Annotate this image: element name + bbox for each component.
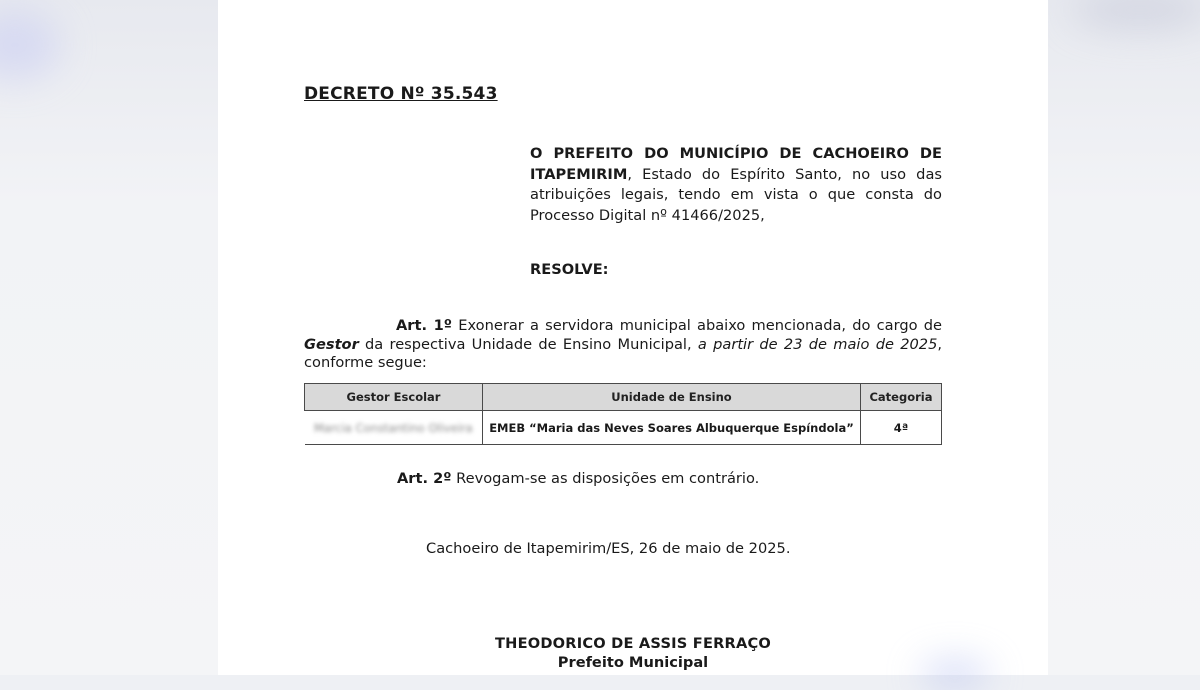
signature-name: THEODORICO DE ASSIS FERRAÇO: [218, 635, 1048, 652]
gestor-table: [304, 383, 942, 445]
header-gestor-escolar: Gestor Escolar: [305, 384, 483, 411]
article-1-role: Gestor: [304, 336, 359, 353]
article-2: [397, 470, 759, 487]
article-1-text-a: Exonerar a servidora municipal abaixo mencionada, do cargo de: [452, 317, 942, 334]
table-header-row: [305, 384, 942, 411]
header-categoria: Categoria: [861, 384, 942, 411]
header-unidade-de-ensino: Unidade de Ensino: [483, 384, 861, 411]
article-2-text: Revogam-se as disposições em contrário.: [451, 470, 759, 487]
article-1-date-clause: a partir de 23 de maio de 2025: [698, 336, 937, 353]
article-2-label: Art. 2º: [397, 470, 451, 487]
background-right: [1044, 0, 1200, 675]
article-1-text-c: , conforme segue:: [304, 336, 942, 372]
article-1: [304, 317, 942, 373]
city-date: Cachoeiro de Itapemirim/ES, 26 de maio de 2025.: [426, 540, 790, 557]
redacted-name: Marcia Constantino Oliveira: [314, 421, 473, 435]
background-left: [0, 0, 220, 675]
cell-gestor: [305, 411, 483, 445]
resolve-heading: RESOLVE:: [530, 261, 609, 278]
cell-categoria: 4ª: [861, 411, 942, 445]
preamble-authority: O PREFEITO DO MUNICÍPIO DE CACHOEIRO DE ITAPEMIRIM: [530, 145, 942, 183]
decree-title: DECRETO Nº 35.543: [304, 84, 498, 104]
background-blur-bottom: [920, 660, 990, 690]
cell-unidade: EMEB “Maria das Neves Soares Albuquerque Espíndola”: [483, 411, 861, 445]
signature-role: Prefeito Municipal: [218, 654, 1048, 671]
document-page: [218, 0, 1048, 675]
preamble: [530, 144, 942, 226]
article-1-text-b: da respectiva Unidade de Ensino Municipal,: [359, 336, 698, 353]
table-row: [305, 411, 942, 445]
article-1-label: Art. 1º: [396, 317, 452, 334]
preamble-text: , Estado do Espírito Santo, no uso das atribuições legais, tendo em vista o que consta do Processo Digital nº 41466/2025,: [530, 166, 942, 224]
